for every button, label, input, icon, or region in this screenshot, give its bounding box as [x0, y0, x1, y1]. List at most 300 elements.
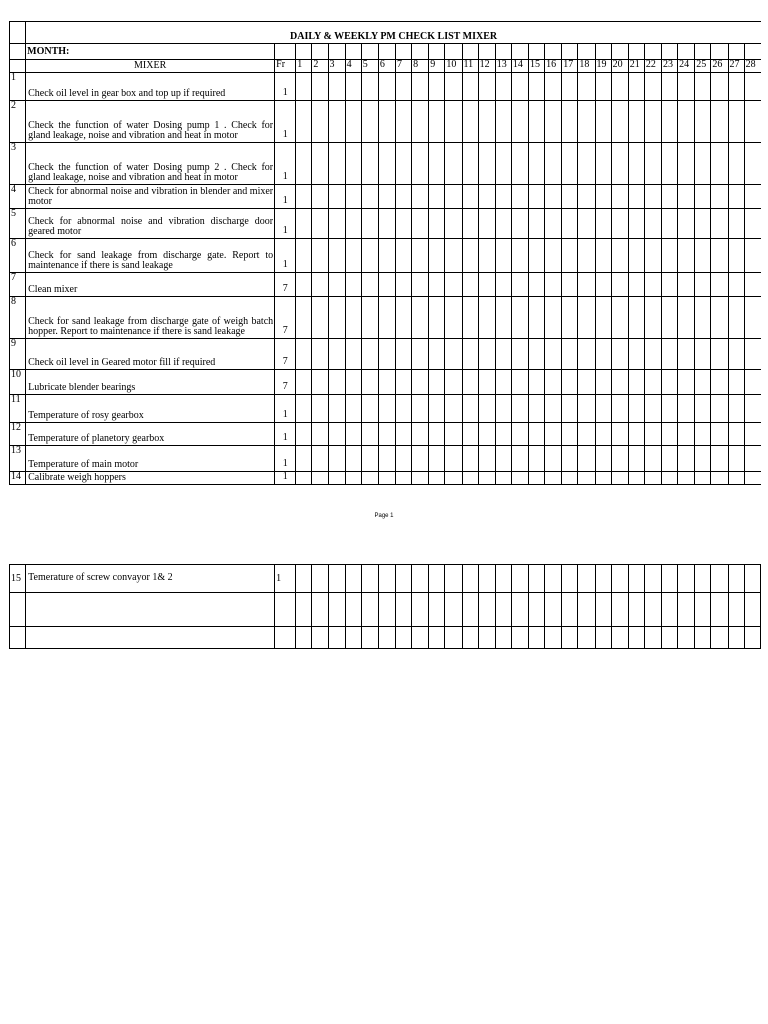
- day-check-cell[interactable]: [529, 143, 545, 185]
- day-check-cell[interactable]: [611, 446, 628, 472]
- day-check-cell[interactable]: [495, 472, 511, 485]
- day-check-cell[interactable]: [545, 565, 562, 593]
- day-check-cell[interactable]: [361, 593, 378, 627]
- day-check-cell[interactable]: [429, 472, 445, 485]
- day-check-cell[interactable]: [312, 209, 328, 239]
- day-check-cell[interactable]: [578, 101, 595, 143]
- day-check-cell[interactable]: [378, 370, 395, 395]
- day-check-cell[interactable]: [628, 395, 644, 423]
- day-check-cell[interactable]: [511, 627, 528, 649]
- day-check-cell[interactable]: [378, 627, 395, 649]
- day-check-cell[interactable]: [495, 297, 511, 339]
- day-check-cell[interactable]: [429, 395, 445, 423]
- day-check-cell[interactable]: [529, 239, 545, 273]
- day-check-cell[interactable]: [578, 472, 595, 485]
- day-check-cell[interactable]: [345, 370, 361, 395]
- day-check-cell[interactable]: [478, 185, 495, 209]
- day-check-cell[interactable]: [562, 73, 578, 101]
- day-check-cell[interactable]: [396, 101, 412, 143]
- day-check-cell[interactable]: [462, 593, 478, 627]
- day-check-cell[interactable]: [495, 627, 511, 649]
- day-check-cell[interactable]: [711, 143, 728, 185]
- day-check-cell[interactable]: [595, 297, 611, 339]
- day-check-cell[interactable]: [529, 446, 545, 472]
- day-check-cell[interactable]: [611, 395, 628, 423]
- day-check-cell[interactable]: [628, 143, 644, 185]
- day-check-cell[interactable]: [678, 273, 695, 297]
- day-check-cell[interactable]: [312, 446, 328, 472]
- day-check-cell[interactable]: [312, 297, 328, 339]
- day-check-cell[interactable]: [562, 101, 578, 143]
- day-check-cell[interactable]: [429, 297, 445, 339]
- day-check-cell[interactable]: [478, 209, 495, 239]
- day-check-cell[interactable]: [628, 101, 644, 143]
- day-check-cell[interactable]: [595, 370, 611, 395]
- day-check-cell[interactable]: [361, 273, 378, 297]
- day-check-cell[interactable]: [628, 472, 644, 485]
- day-check-cell[interactable]: [662, 101, 678, 143]
- day-check-cell[interactable]: [545, 185, 562, 209]
- day-check-cell[interactable]: [296, 395, 312, 423]
- day-check-cell[interactable]: [396, 446, 412, 472]
- day-check-cell[interactable]: [545, 143, 562, 185]
- day-check-cell[interactable]: [611, 185, 628, 209]
- month-day-cell[interactable]: [495, 44, 511, 60]
- day-check-cell[interactable]: [495, 423, 511, 446]
- day-check-cell[interactable]: [429, 627, 445, 649]
- day-check-cell[interactable]: [695, 472, 711, 485]
- day-check-cell[interactable]: [396, 472, 412, 485]
- day-check-cell[interactable]: [312, 73, 328, 101]
- day-check-cell[interactable]: [562, 395, 578, 423]
- day-check-cell[interactable]: [611, 73, 628, 101]
- day-check-cell[interactable]: [328, 239, 345, 273]
- day-check-cell[interactable]: [728, 370, 744, 395]
- day-check-cell[interactable]: [695, 339, 711, 370]
- month-day-cell[interactable]: [578, 44, 595, 60]
- day-check-cell[interactable]: [678, 143, 695, 185]
- day-check-cell[interactable]: [711, 395, 728, 423]
- day-check-cell[interactable]: [361, 185, 378, 209]
- day-check-cell[interactable]: [511, 209, 528, 239]
- day-check-cell[interactable]: [511, 101, 528, 143]
- day-check-cell[interactable]: [562, 593, 578, 627]
- day-check-cell[interactable]: [429, 565, 445, 593]
- day-check-cell[interactable]: [462, 370, 478, 395]
- day-check-cell[interactable]: [695, 627, 711, 649]
- day-check-cell[interactable]: [412, 239, 429, 273]
- day-check-cell[interactable]: [361, 143, 378, 185]
- day-check-cell[interactable]: [462, 339, 478, 370]
- month-day-cell[interactable]: [445, 44, 462, 60]
- day-check-cell[interactable]: [678, 297, 695, 339]
- day-check-cell[interactable]: [595, 593, 611, 627]
- day-check-cell[interactable]: [545, 423, 562, 446]
- day-check-cell[interactable]: [495, 185, 511, 209]
- day-check-cell[interactable]: [296, 339, 312, 370]
- day-check-cell[interactable]: [728, 446, 744, 472]
- day-check-cell[interactable]: [345, 209, 361, 239]
- day-check-cell[interactable]: [728, 565, 744, 593]
- day-check-cell[interactable]: [678, 446, 695, 472]
- month-day-cell[interactable]: [345, 44, 361, 60]
- day-check-cell[interactable]: [728, 297, 744, 339]
- day-check-cell[interactable]: [529, 273, 545, 297]
- day-check-cell[interactable]: [595, 143, 611, 185]
- day-check-cell[interactable]: [429, 101, 445, 143]
- month-day-cell[interactable]: [711, 44, 728, 60]
- day-check-cell[interactable]: [396, 239, 412, 273]
- day-check-cell[interactable]: [545, 73, 562, 101]
- day-check-cell[interactable]: [445, 627, 462, 649]
- day-check-cell[interactable]: [511, 446, 528, 472]
- day-check-cell[interactable]: [644, 73, 661, 101]
- month-day-cell[interactable]: [744, 44, 761, 60]
- day-check-cell[interactable]: [628, 423, 644, 446]
- day-check-cell[interactable]: [445, 239, 462, 273]
- day-check-cell[interactable]: [495, 395, 511, 423]
- day-check-cell[interactable]: [312, 565, 328, 593]
- day-check-cell[interactable]: [296, 627, 312, 649]
- month-day-cell[interactable]: [412, 44, 429, 60]
- day-check-cell[interactable]: [312, 627, 328, 649]
- day-check-cell[interactable]: [495, 565, 511, 593]
- day-check-cell[interactable]: [744, 627, 760, 649]
- day-check-cell[interactable]: [345, 395, 361, 423]
- day-check-cell[interactable]: [345, 73, 361, 101]
- day-check-cell[interactable]: [345, 239, 361, 273]
- day-check-cell[interactable]: [595, 627, 611, 649]
- day-check-cell[interactable]: [328, 370, 345, 395]
- day-check-cell[interactable]: [462, 627, 478, 649]
- day-check-cell[interactable]: [529, 395, 545, 423]
- day-check-cell[interactable]: [529, 423, 545, 446]
- day-check-cell[interactable]: [595, 73, 611, 101]
- day-check-cell[interactable]: [728, 395, 744, 423]
- day-check-cell[interactable]: [328, 273, 345, 297]
- day-check-cell[interactable]: [662, 273, 678, 297]
- day-check-cell[interactable]: [396, 209, 412, 239]
- day-check-cell[interactable]: [312, 239, 328, 273]
- day-check-cell[interactable]: [328, 423, 345, 446]
- day-check-cell[interactable]: [578, 209, 595, 239]
- day-check-cell[interactable]: [562, 297, 578, 339]
- day-check-cell[interactable]: [296, 101, 312, 143]
- day-check-cell[interactable]: [495, 593, 511, 627]
- day-check-cell[interactable]: [578, 423, 595, 446]
- day-check-cell[interactable]: [678, 339, 695, 370]
- day-check-cell[interactable]: [711, 593, 728, 627]
- day-check-cell[interactable]: [578, 273, 595, 297]
- day-check-cell[interactable]: [396, 339, 412, 370]
- day-check-cell[interactable]: [445, 73, 462, 101]
- month-day-cell[interactable]: [328, 44, 345, 60]
- day-check-cell[interactable]: [644, 185, 661, 209]
- day-check-cell[interactable]: [296, 297, 312, 339]
- day-check-cell[interactable]: [644, 209, 661, 239]
- day-check-cell[interactable]: [545, 101, 562, 143]
- day-check-cell[interactable]: [595, 273, 611, 297]
- day-check-cell[interactable]: [695, 423, 711, 446]
- day-check-cell[interactable]: [511, 423, 528, 446]
- day-check-cell[interactable]: [711, 423, 728, 446]
- day-check-cell[interactable]: [744, 395, 761, 423]
- day-check-cell[interactable]: [378, 297, 395, 339]
- day-check-cell[interactable]: [529, 472, 545, 485]
- day-check-cell[interactable]: [578, 239, 595, 273]
- month-day-cell[interactable]: [611, 44, 628, 60]
- day-check-cell[interactable]: [378, 339, 395, 370]
- day-check-cell[interactable]: [445, 297, 462, 339]
- day-check-cell[interactable]: [644, 101, 661, 143]
- day-check-cell[interactable]: [312, 143, 328, 185]
- day-check-cell[interactable]: [595, 209, 611, 239]
- day-check-cell[interactable]: [378, 73, 395, 101]
- day-check-cell[interactable]: [296, 239, 312, 273]
- day-check-cell[interactable]: [562, 143, 578, 185]
- day-check-cell[interactable]: [445, 423, 462, 446]
- day-check-cell[interactable]: [412, 297, 429, 339]
- day-check-cell[interactable]: [545, 297, 562, 339]
- day-check-cell[interactable]: [678, 73, 695, 101]
- day-check-cell[interactable]: [595, 423, 611, 446]
- day-check-cell[interactable]: [396, 565, 412, 593]
- day-check-cell[interactable]: [562, 209, 578, 239]
- day-check-cell[interactable]: [429, 593, 445, 627]
- day-check-cell[interactable]: [611, 143, 628, 185]
- day-check-cell[interactable]: [728, 627, 744, 649]
- day-check-cell[interactable]: [695, 395, 711, 423]
- day-check-cell[interactable]: [545, 395, 562, 423]
- day-check-cell[interactable]: [562, 423, 578, 446]
- day-check-cell[interactable]: [595, 239, 611, 273]
- month-day-cell[interactable]: [695, 44, 711, 60]
- day-check-cell[interactable]: [361, 395, 378, 423]
- day-check-cell[interactable]: [578, 297, 595, 339]
- day-check-cell[interactable]: [529, 370, 545, 395]
- day-check-cell[interactable]: [578, 627, 595, 649]
- month-day-cell[interactable]: [429, 44, 445, 60]
- day-check-cell[interactable]: [478, 101, 495, 143]
- day-check-cell[interactable]: [378, 593, 395, 627]
- day-check-cell[interactable]: [478, 273, 495, 297]
- day-check-cell[interactable]: [578, 370, 595, 395]
- day-check-cell[interactable]: [644, 423, 661, 446]
- day-check-cell[interactable]: [361, 627, 378, 649]
- day-check-cell[interactable]: [378, 446, 395, 472]
- day-check-cell[interactable]: [728, 273, 744, 297]
- day-check-cell[interactable]: [328, 593, 345, 627]
- day-check-cell[interactable]: [744, 143, 761, 185]
- day-check-cell[interactable]: [445, 273, 462, 297]
- day-check-cell[interactable]: [361, 370, 378, 395]
- day-check-cell[interactable]: [744, 339, 761, 370]
- month-day-cell[interactable]: [511, 44, 528, 60]
- day-check-cell[interactable]: [495, 143, 511, 185]
- day-check-cell[interactable]: [495, 209, 511, 239]
- day-check-cell[interactable]: [312, 472, 328, 485]
- day-check-cell[interactable]: [611, 209, 628, 239]
- day-check-cell[interactable]: [429, 423, 445, 446]
- day-check-cell[interactable]: [529, 185, 545, 209]
- month-day-cell[interactable]: [478, 44, 495, 60]
- day-check-cell[interactable]: [644, 143, 661, 185]
- day-check-cell[interactable]: [695, 446, 711, 472]
- day-check-cell[interactable]: [678, 395, 695, 423]
- day-check-cell[interactable]: [695, 185, 711, 209]
- day-check-cell[interactable]: [396, 395, 412, 423]
- day-check-cell[interactable]: [328, 209, 345, 239]
- day-check-cell[interactable]: [644, 297, 661, 339]
- day-check-cell[interactable]: [744, 185, 761, 209]
- day-check-cell[interactable]: [711, 101, 728, 143]
- day-check-cell[interactable]: [345, 593, 361, 627]
- day-check-cell[interactable]: [678, 185, 695, 209]
- day-check-cell[interactable]: [628, 239, 644, 273]
- day-check-cell[interactable]: [328, 446, 345, 472]
- day-check-cell[interactable]: [644, 239, 661, 273]
- day-check-cell[interactable]: [545, 627, 562, 649]
- day-check-cell[interactable]: [312, 423, 328, 446]
- day-check-cell[interactable]: [744, 101, 761, 143]
- day-check-cell[interactable]: [429, 446, 445, 472]
- day-check-cell[interactable]: [378, 239, 395, 273]
- day-check-cell[interactable]: [345, 627, 361, 649]
- day-check-cell[interactable]: [429, 185, 445, 209]
- day-check-cell[interactable]: [711, 446, 728, 472]
- day-check-cell[interactable]: [429, 239, 445, 273]
- day-check-cell[interactable]: [695, 239, 711, 273]
- day-check-cell[interactable]: [711, 73, 728, 101]
- day-check-cell[interactable]: [695, 209, 711, 239]
- day-check-cell[interactable]: [628, 209, 644, 239]
- day-check-cell[interactable]: [611, 273, 628, 297]
- day-check-cell[interactable]: [296, 185, 312, 209]
- day-check-cell[interactable]: [328, 472, 345, 485]
- day-check-cell[interactable]: [744, 565, 760, 593]
- day-check-cell[interactable]: [595, 472, 611, 485]
- day-check-cell[interactable]: [412, 101, 429, 143]
- month-day-cell[interactable]: [678, 44, 695, 60]
- month-day-cell[interactable]: [361, 44, 378, 60]
- day-check-cell[interactable]: [396, 593, 412, 627]
- day-check-cell[interactable]: [511, 395, 528, 423]
- day-check-cell[interactable]: [611, 239, 628, 273]
- day-check-cell[interactable]: [478, 395, 495, 423]
- month-day-cell[interactable]: [644, 44, 661, 60]
- day-check-cell[interactable]: [744, 370, 761, 395]
- day-check-cell[interactable]: [296, 73, 312, 101]
- day-check-cell[interactable]: [511, 239, 528, 273]
- day-check-cell[interactable]: [662, 370, 678, 395]
- day-check-cell[interactable]: [728, 209, 744, 239]
- day-check-cell[interactable]: [328, 185, 345, 209]
- day-check-cell[interactable]: [296, 472, 312, 485]
- day-check-cell[interactable]: [728, 339, 744, 370]
- day-check-cell[interactable]: [445, 472, 462, 485]
- day-check-cell[interactable]: [562, 627, 578, 649]
- day-check-cell[interactable]: [478, 73, 495, 101]
- day-check-cell[interactable]: [545, 209, 562, 239]
- day-check-cell[interactable]: [511, 565, 528, 593]
- day-check-cell[interactable]: [511, 593, 528, 627]
- day-check-cell[interactable]: [378, 423, 395, 446]
- day-check-cell[interactable]: [644, 395, 661, 423]
- day-check-cell[interactable]: [662, 472, 678, 485]
- day-check-cell[interactable]: [412, 565, 429, 593]
- day-check-cell[interactable]: [662, 423, 678, 446]
- day-check-cell[interactable]: [396, 185, 412, 209]
- day-check-cell[interactable]: [462, 239, 478, 273]
- day-check-cell[interactable]: [396, 73, 412, 101]
- day-check-cell[interactable]: [328, 297, 345, 339]
- day-check-cell[interactable]: [412, 73, 429, 101]
- day-check-cell[interactable]: [511, 73, 528, 101]
- day-check-cell[interactable]: [662, 239, 678, 273]
- day-check-cell[interactable]: [345, 565, 361, 593]
- day-check-cell[interactable]: [695, 297, 711, 339]
- day-check-cell[interactable]: [412, 395, 429, 423]
- day-check-cell[interactable]: [644, 370, 661, 395]
- day-check-cell[interactable]: [345, 143, 361, 185]
- month-day-cell[interactable]: [462, 44, 478, 60]
- day-check-cell[interactable]: [445, 446, 462, 472]
- day-check-cell[interactable]: [296, 370, 312, 395]
- day-check-cell[interactable]: [328, 143, 345, 185]
- day-check-cell[interactable]: [312, 395, 328, 423]
- day-check-cell[interactable]: [695, 143, 711, 185]
- day-check-cell[interactable]: [711, 297, 728, 339]
- day-check-cell[interactable]: [328, 627, 345, 649]
- day-check-cell[interactable]: [562, 370, 578, 395]
- day-check-cell[interactable]: [728, 423, 744, 446]
- day-check-cell[interactable]: [462, 73, 478, 101]
- day-check-cell[interactable]: [345, 185, 361, 209]
- day-check-cell[interactable]: [529, 209, 545, 239]
- day-check-cell[interactable]: [361, 446, 378, 472]
- day-check-cell[interactable]: [412, 185, 429, 209]
- day-check-cell[interactable]: [445, 209, 462, 239]
- day-check-cell[interactable]: [312, 370, 328, 395]
- day-check-cell[interactable]: [462, 273, 478, 297]
- day-check-cell[interactable]: [495, 73, 511, 101]
- day-check-cell[interactable]: [628, 297, 644, 339]
- day-check-cell[interactable]: [429, 273, 445, 297]
- day-check-cell[interactable]: [361, 73, 378, 101]
- day-check-cell[interactable]: [611, 370, 628, 395]
- month-day-cell[interactable]: [595, 44, 611, 60]
- day-check-cell[interactable]: [545, 472, 562, 485]
- day-check-cell[interactable]: [296, 423, 312, 446]
- day-check-cell[interactable]: [662, 565, 678, 593]
- day-check-cell[interactable]: [345, 273, 361, 297]
- day-check-cell[interactable]: [678, 472, 695, 485]
- day-check-cell[interactable]: [511, 297, 528, 339]
- day-check-cell[interactable]: [578, 339, 595, 370]
- day-check-cell[interactable]: [345, 101, 361, 143]
- day-check-cell[interactable]: [345, 423, 361, 446]
- day-check-cell[interactable]: [644, 593, 661, 627]
- day-check-cell[interactable]: [611, 297, 628, 339]
- day-check-cell[interactable]: [412, 209, 429, 239]
- day-check-cell[interactable]: [478, 143, 495, 185]
- day-check-cell[interactable]: [662, 185, 678, 209]
- day-check-cell[interactable]: [595, 446, 611, 472]
- day-check-cell[interactable]: [578, 73, 595, 101]
- day-check-cell[interactable]: [711, 239, 728, 273]
- day-check-cell[interactable]: [378, 101, 395, 143]
- day-check-cell[interactable]: [462, 565, 478, 593]
